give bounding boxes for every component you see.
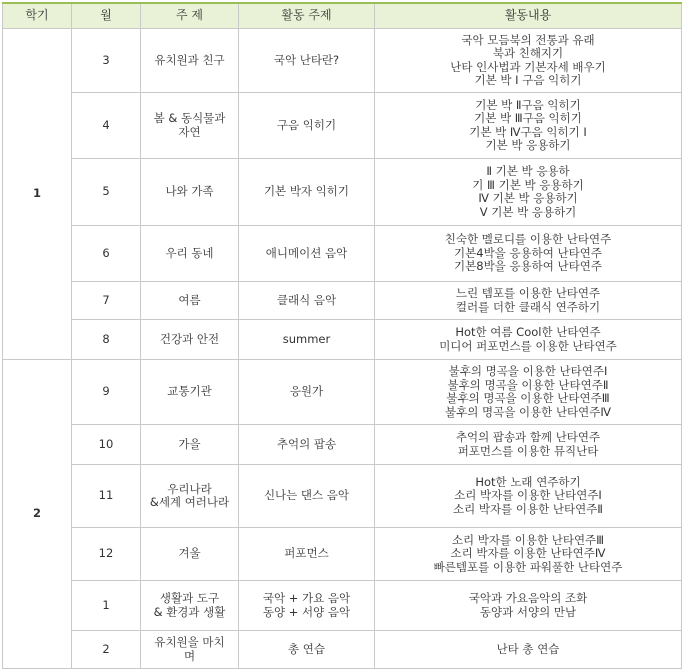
activity-theme-line: 응원가 [289,384,324,399]
table-row [3,282,682,320]
activity-content-line: 북과 친해지기 [492,46,564,60]
activity-content-cell [375,159,682,226]
month-cell: 5 [72,159,141,226]
curriculum-table [2,2,682,669]
activity-theme-line: 애니메이션 음악 [265,245,348,260]
activity-content-line: 컬러를 더한 클래식 연주하기 [455,299,601,314]
table-row [3,93,682,159]
activity-content-line: 느린 템포를 이용한 난타연주 [455,286,601,300]
activity-content-line: 퍼포먼스를 이용한 뮤직난타 [457,443,599,458]
month-cell: 9 [72,360,141,425]
month-cell: 7 [72,282,141,320]
month-cell: 1 [72,581,141,631]
activity-content-cell [375,528,682,581]
activity-content-line: Hot한 여름 Cool한 난타연주 [455,325,601,339]
table-row [3,581,682,631]
table-row [3,159,682,226]
month-cell: 12 [72,528,141,581]
activity-content-line: Ⅱ 기본 박 응용하 [486,164,570,178]
theme-cell [141,465,239,528]
activity-theme-line: 신나는 댄스 음악 [263,488,350,503]
theme-line: 겨울 [178,546,201,561]
table-header [3,3,682,29]
activity-content-line: 국악 모듬북의 전통과 유래 [461,32,595,47]
activity-content-cell [375,29,682,93]
theme-line: 유치원을 마치 [154,635,225,649]
theme-cell [141,93,239,159]
theme-line: 교통기관 [167,384,212,399]
activity-theme-cell [239,93,375,159]
activity-theme-line: 동양 + 서양 음악 [262,604,351,619]
activity-theme-line: 퍼포먼스 [284,546,329,561]
theme-line: 우리나라 [167,481,212,496]
activity-content-line: Hot한 노래 연주하기 [475,474,581,489]
activity-theme-line: 구음 익히기 [276,117,337,132]
activity-theme-cell [239,360,375,425]
activity-content-cell [375,93,682,159]
activity-content-line: 기본 박 Ⅱ구음 익히기 [475,97,581,112]
semester-cell: 2 [3,360,72,669]
activity-content-line: 소리 박자를 이용한 난타연주Ⅲ [451,532,605,547]
month-cell: 6 [72,226,141,282]
activity-theme-line: summer [282,331,331,346]
activity-theme-line: 클래식 음악 [276,292,337,307]
month-cell: 2 [72,631,141,669]
table-row [3,528,682,581]
theme-line: 가을 [178,436,201,451]
semester-cell: 1 [3,29,72,360]
header-activity-theme: 활동 주제 [239,3,375,29]
activity-content-line: 빠른템포를 이용한 파워풀한 난타연주 [433,559,623,574]
theme-line: 생활과 도구 [159,591,220,605]
activity-theme-line: 기본 박자 익히기 [263,184,350,199]
month-cell: 8 [72,320,141,360]
theme-line: 봄 & 동식물과 [153,111,226,125]
activity-theme-cell [239,528,375,581]
activity-content-cell [375,226,682,282]
activity-content-line: 불후의 명곡을 이용한 난타연주Ⅱ [447,377,609,392]
activity-theme-line: 국악 난타란? [273,52,340,67]
activity-content-line: 기본 박 응용하기 [485,138,571,152]
activity-content-line: 불후의 명곡을 이용한 난타연주Ⅳ [445,404,611,419]
theme-line: 나와 가족 [165,184,214,199]
activity-content-line: 추억의 팝송과 함께 난타연주 [455,430,601,444]
theme-cell [141,282,239,320]
activity-theme-cell [239,581,375,631]
theme-cell [141,360,239,425]
activity-content-cell [375,282,682,320]
activity-content-line: 기본 박 Ⅲ구음 익히기 [474,111,582,125]
activity-content-line: Ⅳ 기본 박 응용하기 [478,191,578,205]
header-theme: 주 제 [141,3,239,29]
month-cell: 4 [72,93,141,159]
activity-content-line: 기본 박 Ⅳ구음 익히기 Ⅰ [469,124,587,139]
activity-theme-line: 총 연습 [288,641,325,656]
theme-line: 여름 [178,292,201,307]
header-row [3,3,682,29]
activity-content-line: 소리 박자를 이용한 난타연주Ⅰ [454,488,602,503]
activity-content-line: 기 Ⅲ 기본 박 응용하기 [472,177,584,192]
theme-cell [141,581,239,631]
theme-line: 며 [183,648,196,663]
table-row [3,320,682,360]
table-body [3,29,682,669]
activity-content-line: 미디어 퍼포먼스를 이용한 난타연주 [439,338,617,353]
table-row [3,226,682,282]
activity-content-line: 국악과 가요음악의 조화 [468,591,588,605]
table-row [3,425,682,465]
theme-line: &세계 여러나라 [149,495,230,509]
theme-line: 우리 동네 [165,245,214,260]
activity-content-line: 불후의 명곡을 이용한 난타연주Ⅰ [448,364,608,378]
activity-content-line: 불후의 명곡을 이용한 난타연주Ⅲ [446,391,610,405]
activity-content-line: 난타 인사법과 기본자세 배우기 [450,59,606,74]
activity-content-cell [375,465,682,528]
activity-content-cell [375,425,682,465]
activity-content-cell [375,320,682,360]
activity-theme-line: 국악 + 가요 음악 [262,591,351,605]
activity-theme-line: 추억의 팝송 [276,436,337,451]
activity-theme-cell [239,159,375,226]
activity-content-line: 기본 박 Ⅰ 구음 익히기 [474,73,582,87]
activity-theme-cell [239,29,375,93]
header-semester: 학기 [3,3,72,29]
table-row [3,29,682,93]
theme-cell [141,425,239,465]
theme-cell [141,320,239,360]
table-row [3,360,682,425]
month-cell: 11 [72,465,141,528]
header-month: 월 [72,3,141,29]
activity-theme-cell [239,282,375,320]
activity-content-line: 난타 총 연습 [496,641,560,656]
theme-cell [141,528,239,581]
header-activity-content: 활동내용 [375,3,682,29]
theme-line: 건강과 안전 [159,331,220,346]
activity-theme-cell [239,465,375,528]
theme-line: 자연 [178,124,201,139]
table-row [3,465,682,528]
activity-theme-cell [239,425,375,465]
month-cell: 3 [72,29,141,93]
activity-theme-cell [239,226,375,282]
activity-content-line: 기본8박을 응용하여 난타연주 [454,259,602,274]
activity-content-cell [375,581,682,631]
activity-content-line: 기본4박을 응용하여 난타연주 [454,245,602,260]
activity-content-cell [375,360,682,425]
theme-line: 유치원과 친구 [154,52,225,67]
activity-theme-cell [239,320,375,360]
activity-content-line: 소리 박자를 이용한 난타연주Ⅳ [450,546,606,561]
activity-content-line: 소리 박자를 이용한 난타연주Ⅱ [453,501,603,516]
theme-cell [141,226,239,282]
theme-cell [141,159,239,226]
activity-content-line: Ⅴ 기본 박 응용하기 [479,204,577,219]
activity-content-line: 친숙한 멜로디를 이용한 난타연주 [444,232,612,247]
month-cell: 10 [72,425,141,465]
theme-line: & 환경과 생활 [153,604,226,619]
theme-cell [141,29,239,93]
activity-content-line: 동양과 서양의 만남 [479,604,577,619]
